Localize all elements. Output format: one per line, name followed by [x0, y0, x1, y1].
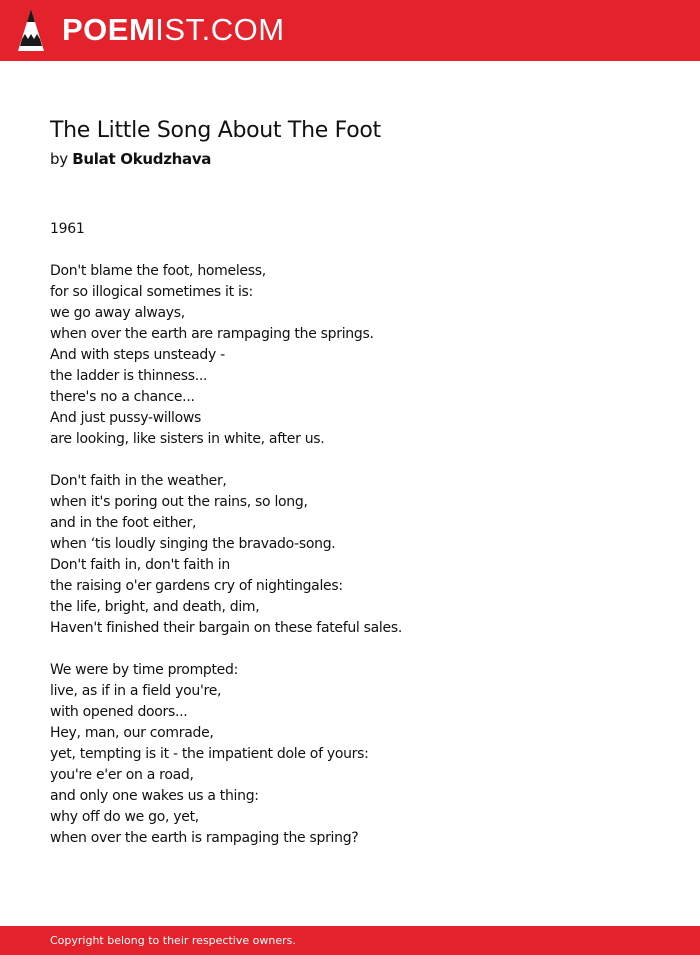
poem-line: when ‘tis loudly singing the bravado-song.	[50, 536, 336, 552]
poem-line: live, as if in a field you're,	[50, 683, 222, 699]
poem-line: the raising o'er gardens cry of nightingales:	[50, 578, 343, 594]
poem-line: Don't faith in the weather,	[50, 473, 227, 489]
poem-line: And with steps unsteady -	[50, 347, 225, 363]
copyright-text: Copyright belong to their respective owners.	[50, 934, 296, 947]
poem-line: for so illogical sometimes it is:	[50, 284, 253, 300]
poem-line: Hey, man, our comrade,	[50, 725, 214, 741]
poem-line: you're e'er on a road,	[50, 767, 194, 783]
poem-line: there's no a chance...	[50, 389, 195, 405]
author-name: Bulat Okudzhava	[72, 150, 212, 168]
poem-year: 1961	[50, 221, 85, 237]
by-label: by	[50, 150, 68, 168]
poem-line: when it's poring out the rains, so long,	[50, 494, 308, 510]
byline	[50, 149, 211, 169]
poem-line: when over the earth is rampaging the spring?	[50, 830, 359, 846]
poem-line: Don't blame the foot, homeless,	[50, 263, 266, 279]
poem-line: the life, bright, and death, dim,	[50, 599, 260, 615]
poem-body	[50, 261, 402, 870]
poem-line: Don't faith in, don't faith in	[50, 557, 230, 573]
site-footer	[0, 926, 700, 955]
poem-line: why off do we go, yet,	[50, 809, 199, 825]
poem-line: We were by time prompted:	[50, 662, 238, 678]
site-header	[0, 0, 700, 61]
logo-text-light: IST.COM	[155, 12, 285, 47]
stanza	[50, 261, 402, 450]
poem-line: Haven't finished their bargain on these fateful sales.	[50, 620, 402, 636]
stanza	[50, 660, 402, 849]
poem-line: with opened doors...	[50, 704, 188, 720]
poem-line: and in the foot either,	[50, 515, 197, 531]
poem-title: The Little Song About The Foot	[50, 118, 381, 143]
stanza	[50, 471, 402, 639]
logo-text-bold: POEM	[62, 12, 156, 47]
poem-line: yet, tempting is it - the impatient dole of yours:	[50, 746, 369, 762]
poem-line: are looking, like sisters in white, after us.	[50, 431, 325, 447]
poem-line: when over the earth are rampaging the springs.	[50, 326, 374, 342]
poem-line: we go away always,	[50, 305, 185, 321]
poem-line: the ladder is thinness...	[50, 368, 208, 384]
pencil-tip-icon	[18, 9, 44, 51]
poem-line: And just pussy-willows	[50, 410, 202, 426]
poem-line: and only one wakes us a thing:	[50, 788, 259, 804]
site-logo-link[interactable]	[62, 10, 285, 50]
